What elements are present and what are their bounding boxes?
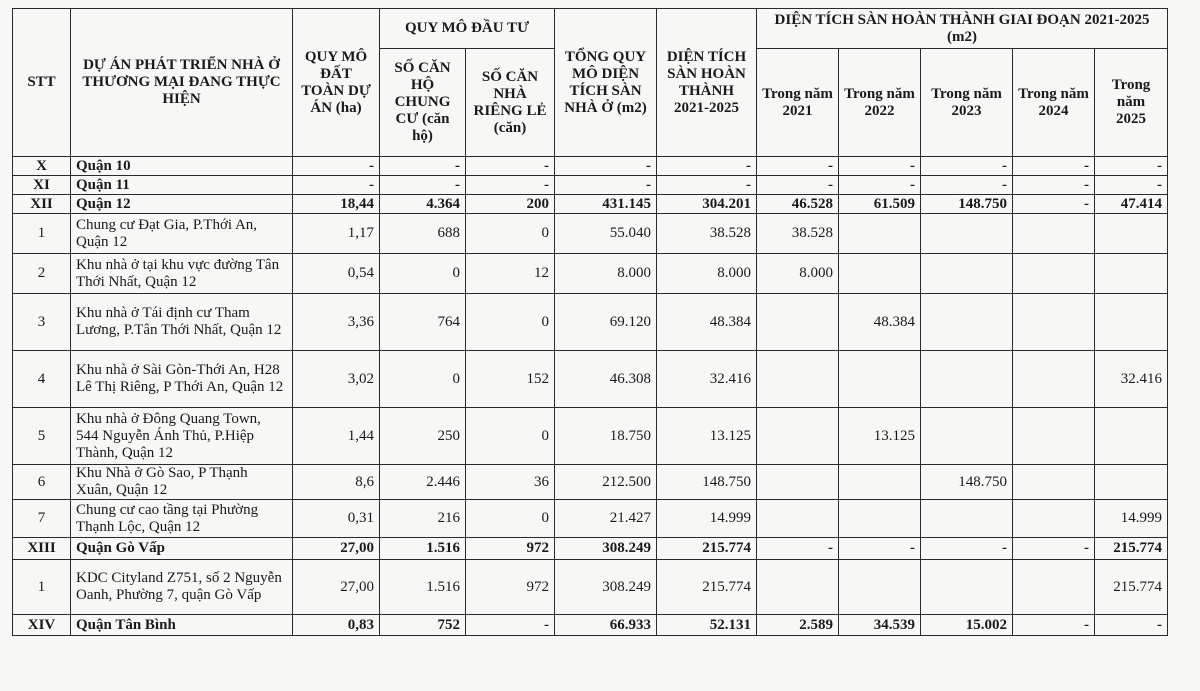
- cell-houses: 152: [466, 351, 555, 408]
- cell-land-area: -: [293, 157, 380, 176]
- cell-land-area: -: [293, 176, 380, 195]
- cell-land-area: 0,31: [293, 500, 380, 538]
- cell-year-2021: [757, 408, 839, 465]
- cell-stt: XIV: [13, 615, 71, 636]
- cell-year-2021: -: [757, 157, 839, 176]
- cell-land-area: 27,00: [293, 538, 380, 560]
- cell-year-2023: [921, 254, 1013, 294]
- cell-year-2022: [839, 351, 921, 408]
- cell-year-2024: -: [1013, 195, 1095, 214]
- cell-houses: -: [466, 176, 555, 195]
- cell-total-floor-area: 431.145: [555, 195, 657, 214]
- cell-project-name: Chung cư Đạt Gia, P.Thới An, Quận 12: [71, 214, 293, 254]
- cell-stt: 2: [13, 254, 71, 294]
- cell-year-2021: 38.528: [757, 214, 839, 254]
- cell-project-name: Khu nhà ở tại khu vực đường Tân Thới Nhất, Quận 12: [71, 254, 293, 294]
- cell-total-floor-area: 66.933: [555, 615, 657, 636]
- cell-houses: 200: [466, 195, 555, 214]
- header-year-2023: Trong năm 2023: [921, 49, 1013, 157]
- cell-total-floor-area: 308.249: [555, 560, 657, 615]
- header-year-2021: Trong năm 2021: [757, 49, 839, 157]
- cell-year-2025: -: [1095, 157, 1168, 176]
- cell-year-2021: 8.000: [757, 254, 839, 294]
- cell-year-2024: -: [1013, 615, 1095, 636]
- cell-land-area: 1,17: [293, 214, 380, 254]
- project-row: [13, 351, 1168, 408]
- cell-stt: 1: [13, 560, 71, 615]
- cell-stt: 3: [13, 294, 71, 351]
- cell-stt: 5: [13, 408, 71, 465]
- cell-apartments: 1.516: [380, 538, 466, 560]
- cell-houses: 0: [466, 408, 555, 465]
- cell-year-2023: 148.750: [921, 465, 1013, 500]
- header-project: DỰ ÁN PHÁT TRIỂN NHÀ Ở THƯƠNG MẠI ĐANG THỰC HIỆN: [71, 9, 293, 157]
- cell-stt: XI: [13, 176, 71, 195]
- cell-stt: 4: [13, 351, 71, 408]
- cell-year-2024: [1013, 351, 1095, 408]
- cell-year-2022: 13.125: [839, 408, 921, 465]
- cell-land-area: 3,02: [293, 351, 380, 408]
- cell-total-floor-area: 21.427: [555, 500, 657, 538]
- cell-completed-area: 215.774: [657, 538, 757, 560]
- cell-total-floor-area: 308.249: [555, 538, 657, 560]
- cell-year-2022: [839, 500, 921, 538]
- cell-year-2023: [921, 351, 1013, 408]
- cell-stt: 7: [13, 500, 71, 538]
- cell-completed-area: 148.750: [657, 465, 757, 500]
- cell-year-2025: [1095, 254, 1168, 294]
- cell-year-2022: [839, 560, 921, 615]
- cell-land-area: 8,6: [293, 465, 380, 500]
- cell-total-floor-area: -: [555, 176, 657, 195]
- cell-houses: 0: [466, 214, 555, 254]
- cell-year-2023: -: [921, 176, 1013, 195]
- cell-year-2022: -: [839, 538, 921, 560]
- cell-year-2023: [921, 408, 1013, 465]
- header-apartments: SỐ CĂN HỘ CHUNG CƯ (căn hộ): [380, 49, 466, 157]
- header-completed-area: DIỆN TÍCH SÀN HOÀN THÀNH 2021-2025: [657, 9, 757, 157]
- cell-total-floor-area: 8.000: [555, 254, 657, 294]
- header-year-2025: Trong năm 2025: [1095, 49, 1168, 157]
- cell-year-2021: 2.589: [757, 615, 839, 636]
- cell-completed-area: 14.999: [657, 500, 757, 538]
- header-land-area: QUY MÔ ĐẤT TOÀN DỰ ÁN (ha): [293, 9, 380, 157]
- header-stt: STT: [13, 9, 71, 157]
- cell-year-2024: -: [1013, 538, 1095, 560]
- cell-apartments: 688: [380, 214, 466, 254]
- project-row: [13, 560, 1168, 615]
- cell-year-2021: -: [757, 176, 839, 195]
- header-total-floor-area: TỔNG QUY MÔ DIỆN TÍCH SÀN NHÀ Ở (m2): [555, 9, 657, 157]
- cell-year-2025: 14.999: [1095, 500, 1168, 538]
- cell-year-2022: -: [839, 157, 921, 176]
- cell-completed-area: 32.416: [657, 351, 757, 408]
- cell-year-2025: 32.416: [1095, 351, 1168, 408]
- cell-total-floor-area: -: [555, 157, 657, 176]
- cell-year-2023: -: [921, 157, 1013, 176]
- cell-project-name: Khu nhà ở Sài Gòn-Thới An, H28 Lê Thị Riêng, P Thới An, Quận 12: [71, 351, 293, 408]
- cell-stt: X: [13, 157, 71, 176]
- cell-project-name: Khu Nhà ở Gò Sao, P Thạnh Xuân, Quận 12: [71, 465, 293, 500]
- cell-completed-area: 8.000: [657, 254, 757, 294]
- cell-year-2024: [1013, 214, 1095, 254]
- project-row: [13, 254, 1168, 294]
- cell-year-2025: 215.774: [1095, 538, 1168, 560]
- cell-apartments: 2.446: [380, 465, 466, 500]
- cell-project-name: Quận Gò Vấp: [71, 538, 293, 560]
- housing-projects-table-sheet: [12, 8, 1168, 636]
- district-group-row: [13, 615, 1168, 636]
- cell-apartments: 0: [380, 351, 466, 408]
- district-group-row: [13, 195, 1168, 214]
- cell-houses: 0: [466, 294, 555, 351]
- cell-year-2025: [1095, 465, 1168, 500]
- cell-year-2024: [1013, 500, 1095, 538]
- cell-total-floor-area: 46.308: [555, 351, 657, 408]
- cell-year-2023: 15.002: [921, 615, 1013, 636]
- cell-project-name: Khu nhà ở Tái định cư Tham Lương, P.Tân Thới Nhất, Quận 12: [71, 294, 293, 351]
- cell-apartments: 1.516: [380, 560, 466, 615]
- cell-apartments: 250: [380, 408, 466, 465]
- cell-land-area: 0,83: [293, 615, 380, 636]
- cell-houses: -: [466, 157, 555, 176]
- cell-apartments: 764: [380, 294, 466, 351]
- cell-year-2022: [839, 465, 921, 500]
- cell-year-2021: [757, 465, 839, 500]
- cell-apartments: -: [380, 157, 466, 176]
- cell-houses: -: [466, 615, 555, 636]
- table-header: [13, 9, 1168, 157]
- cell-year-2024: [1013, 465, 1095, 500]
- cell-apartments: 752: [380, 615, 466, 636]
- cell-completed-area: 215.774: [657, 560, 757, 615]
- cell-year-2024: [1013, 408, 1095, 465]
- cell-year-2021: [757, 500, 839, 538]
- housing-projects-table: [12, 8, 1168, 636]
- cell-year-2023: -: [921, 538, 1013, 560]
- cell-apartments: 216: [380, 500, 466, 538]
- cell-year-2022: 34.539: [839, 615, 921, 636]
- cell-project-name: Chung cư cao tầng tại Phường Thạnh Lộc, Quận 12: [71, 500, 293, 538]
- cell-land-area: 18,44: [293, 195, 380, 214]
- cell-total-floor-area: 18.750: [555, 408, 657, 465]
- header-period-group: DIỆN TÍCH SÀN HOÀN THÀNH GIAI ĐOẠN 2021-2025 (m2): [757, 9, 1168, 49]
- cell-houses: 12: [466, 254, 555, 294]
- cell-completed-area: -: [657, 157, 757, 176]
- cell-completed-area: 38.528: [657, 214, 757, 254]
- project-row: [13, 500, 1168, 538]
- cell-completed-area: -: [657, 176, 757, 195]
- cell-project-name: Quận Tân Bình: [71, 615, 293, 636]
- cell-year-2021: -: [757, 538, 839, 560]
- header-investment-scale: QUY MÔ ĐẦU TƯ: [380, 9, 555, 49]
- cell-year-2025: [1095, 408, 1168, 465]
- cell-project-name: Quận 11: [71, 176, 293, 195]
- header-year-2024: Trong năm 2024: [1013, 49, 1095, 157]
- cell-land-area: 0,54: [293, 254, 380, 294]
- cell-year-2025: 215.774: [1095, 560, 1168, 615]
- cell-houses: 36: [466, 465, 555, 500]
- cell-houses: 972: [466, 538, 555, 560]
- cell-year-2022: -: [839, 176, 921, 195]
- cell-apartments: 0: [380, 254, 466, 294]
- district-group-row: [13, 176, 1168, 195]
- cell-year-2024: [1013, 294, 1095, 351]
- cell-year-2022: 48.384: [839, 294, 921, 351]
- cell-stt: XIII: [13, 538, 71, 560]
- cell-completed-area: 304.201: [657, 195, 757, 214]
- cell-year-2024: -: [1013, 157, 1095, 176]
- project-row: [13, 465, 1168, 500]
- header-houses: SỐ CĂN NHÀ RIÊNG LẺ (căn): [466, 49, 555, 157]
- cell-apartments: 4.364: [380, 195, 466, 214]
- district-group-row: [13, 538, 1168, 560]
- cell-year-2025: 47.414: [1095, 195, 1168, 214]
- cell-year-2023: [921, 214, 1013, 254]
- cell-year-2021: [757, 351, 839, 408]
- cell-year-2021: [757, 560, 839, 615]
- project-row: [13, 214, 1168, 254]
- cell-apartments: -: [380, 176, 466, 195]
- cell-year-2025: -: [1095, 615, 1168, 636]
- cell-year-2025: [1095, 214, 1168, 254]
- cell-houses: 0: [466, 500, 555, 538]
- cell-year-2024: [1013, 254, 1095, 294]
- cell-year-2023: 148.750: [921, 195, 1013, 214]
- cell-project-name: Khu nhà ở Đông Quang Town, 544 Nguyễn Ánh Thủ, P.Hiệp Thành, Quận 12: [71, 408, 293, 465]
- cell-year-2025: [1095, 294, 1168, 351]
- cell-year-2021: [757, 294, 839, 351]
- project-row: [13, 294, 1168, 351]
- cell-total-floor-area: 212.500: [555, 465, 657, 500]
- cell-year-2022: [839, 254, 921, 294]
- cell-completed-area: 52.131: [657, 615, 757, 636]
- header-year-2022: Trong năm 2022: [839, 49, 921, 157]
- project-row: [13, 408, 1168, 465]
- cell-land-area: 1,44: [293, 408, 380, 465]
- cell-project-name: Quận 12: [71, 195, 293, 214]
- cell-total-floor-area: 55.040: [555, 214, 657, 254]
- cell-total-floor-area: 69.120: [555, 294, 657, 351]
- cell-year-2021: 46.528: [757, 195, 839, 214]
- cell-stt: XII: [13, 195, 71, 214]
- district-group-row: [13, 157, 1168, 176]
- cell-stt: 1: [13, 214, 71, 254]
- cell-year-2023: [921, 500, 1013, 538]
- cell-land-area: 3,36: [293, 294, 380, 351]
- cell-year-2025: -: [1095, 176, 1168, 195]
- cell-stt: 6: [13, 465, 71, 500]
- cell-project-name: KDC Cityland Z751, số 2 Nguyễn Oanh, Phường 7, quận Gò Vấp: [71, 560, 293, 615]
- table-body: [13, 157, 1168, 636]
- cell-land-area: 27,00: [293, 560, 380, 615]
- cell-houses: 972: [466, 560, 555, 615]
- cell-year-2024: [1013, 560, 1095, 615]
- cell-year-2022: [839, 214, 921, 254]
- cell-year-2024: -: [1013, 176, 1095, 195]
- cell-year-2023: [921, 294, 1013, 351]
- cell-year-2023: [921, 560, 1013, 615]
- cell-completed-area: 13.125: [657, 408, 757, 465]
- cell-project-name: Quận 10: [71, 157, 293, 176]
- cell-year-2022: 61.509: [839, 195, 921, 214]
- cell-completed-area: 48.384: [657, 294, 757, 351]
